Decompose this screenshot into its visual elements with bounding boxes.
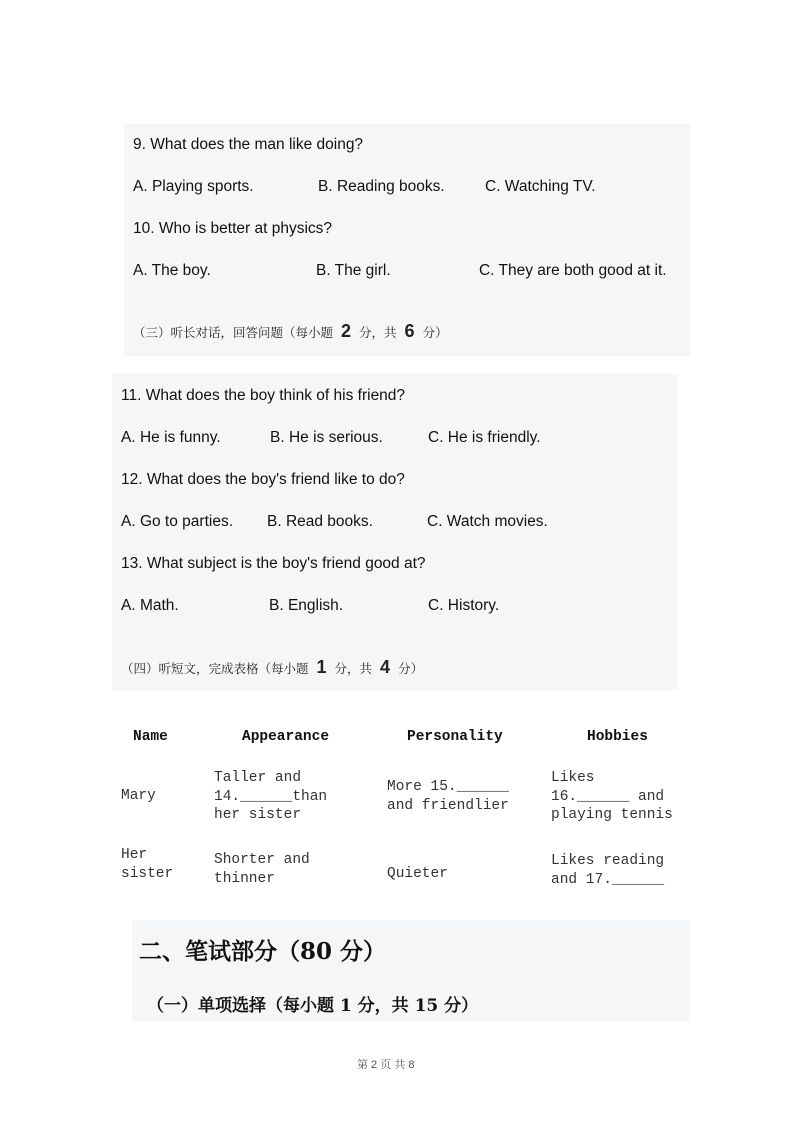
q10-option-c: C. They are both good at it.	[479, 262, 667, 279]
table-cell-sister-appearance: Shorter and thinner	[214, 852, 310, 887]
section-4-heading	[121, 657, 423, 678]
table-header-hobbies: Hobbies	[587, 729, 648, 745]
table-header-appearance: Appearance	[242, 729, 330, 745]
table-cell-sister-personality: Quieter	[387, 866, 448, 882]
table-cell-mary-appearance: Taller and 14.______than her sister	[214, 770, 328, 823]
section-4-label: （四）听短文，完成表格（每小题	[121, 661, 309, 676]
question-10: 10. Who is better at physics?	[133, 220, 333, 237]
section-3-heading	[133, 321, 448, 342]
q12-option-c: C. Watch movies.	[427, 513, 548, 530]
table-cell-mary-hobbies: Likes 16.______ and playing tennis	[551, 770, 673, 823]
q9-option-a: A. Playing sports.	[133, 178, 254, 195]
q12-option-b: B. Read books.	[267, 513, 373, 530]
section-3-label: （三）听长对话，回答问题（每小题	[133, 325, 334, 340]
section-4-label-end: 分）	[398, 661, 424, 676]
table-header-name: Name	[133, 729, 168, 745]
section-3-label-end: 分）	[422, 325, 448, 340]
section-4-points-each: 1	[316, 657, 327, 677]
q13-option-a: A. Math.	[121, 597, 179, 614]
question-12: 12. What does the boy's friend like to do?	[121, 471, 405, 488]
section-4-points-total: 4	[380, 657, 391, 677]
q11-option-a: A. He is funny.	[121, 429, 221, 446]
q13-option-b: B. English.	[269, 597, 344, 614]
section-3-points-each: 2	[341, 321, 352, 341]
table-cell-mary-personality: More 15.______ and friendlier	[387, 779, 509, 814]
q11-option-b: B. He is serious.	[270, 429, 383, 446]
table-cell-sister-hobbies: Likes reading and 17.______	[551, 853, 665, 888]
section-4-label-middle: 分，共	[334, 661, 373, 676]
q13-option-c: C. History.	[428, 597, 500, 614]
question-13: 13. What subject is the boy's friend good at?	[121, 555, 426, 572]
table-cell-sister-name: Her sister	[121, 847, 174, 882]
q12-option-a: A. Go to parties.	[121, 513, 233, 530]
q9-option-b: B. Reading books.	[318, 178, 445, 195]
written-part-title: 二、笔试部分（80 分）	[139, 938, 387, 965]
table-cell-mary-name: Mary	[121, 788, 156, 804]
q11-option-c: C. He is friendly.	[428, 429, 541, 446]
section-3-points-total: 6	[404, 321, 415, 341]
question-9: 9. What does the man like doing?	[133, 136, 364, 153]
table-header-personality: Personality	[407, 729, 503, 745]
q9-option-c: C. Watching TV.	[485, 178, 596, 195]
question-11: 11. What does the boy think of his friend?	[121, 387, 406, 404]
page-footer: 第 2 页 共 8	[357, 1059, 415, 1071]
footer-clip	[0, 1054, 800, 1071]
written-part-subtitle: （一）单项选择（每小题 1 分，共 15 分）	[147, 996, 479, 1016]
listening-block-2	[112, 374, 678, 690]
q10-option-a: A. The boy.	[133, 262, 211, 279]
section-3-label-middle: 分，共	[359, 325, 397, 340]
q10-option-b: B. The girl.	[316, 262, 391, 279]
